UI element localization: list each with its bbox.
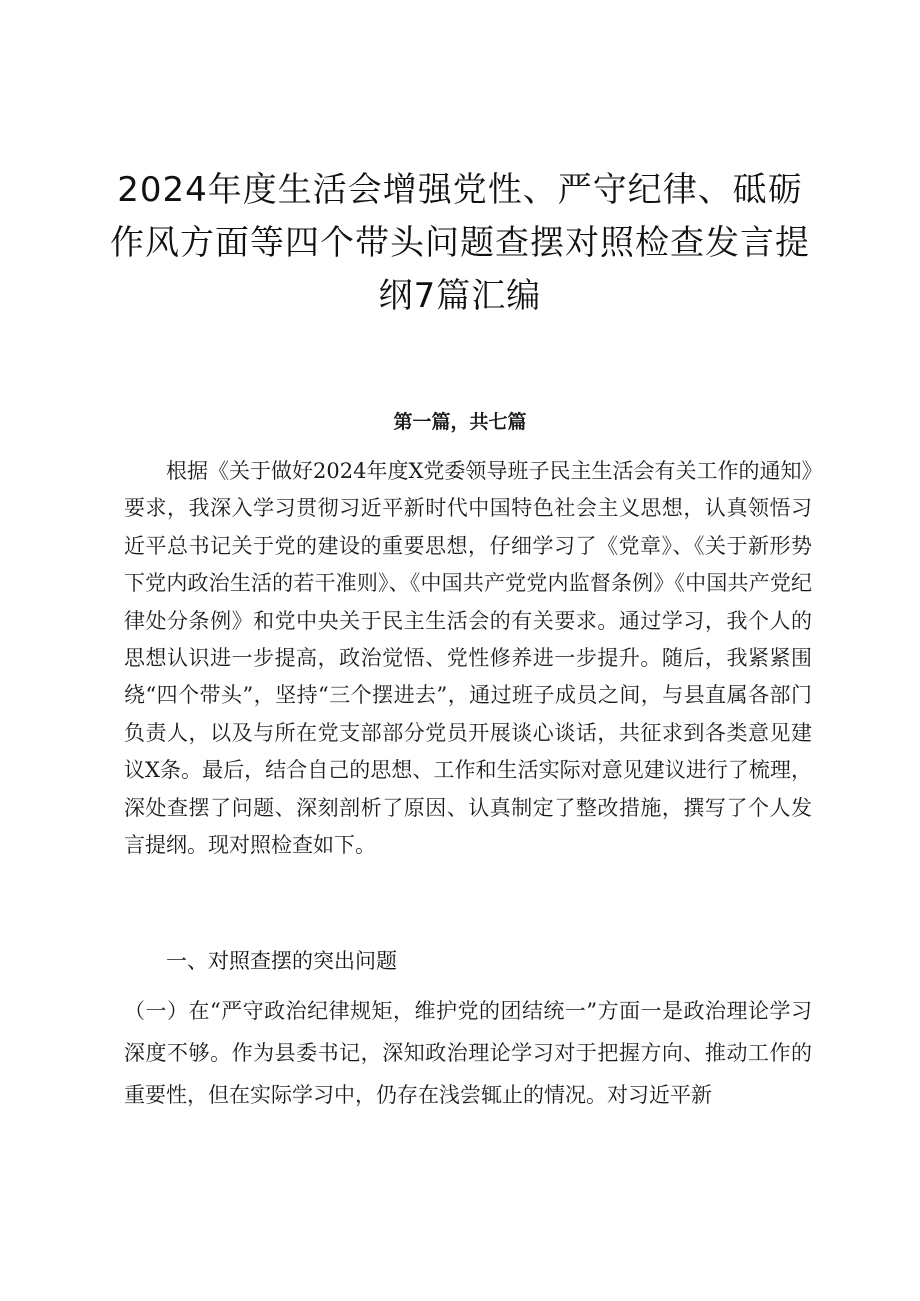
chapter-label: 第一篇，共七篇: [393, 411, 527, 433]
document-title: 2024年度生活会增强党性、严守纪律、砥砺作风方面等四个带头问题查摆对照检查发言提纲7篇汇编: [110, 170, 810, 316]
section-heading: 一、对照查摆的突出问题: [166, 949, 397, 973]
intro-paragraph: 根据《关于做好2024年度X党委领导班子民主生活会有关工作的通知》要求，我深入学习贯彻习近平新时代中国特色社会主义思想，认真领悟习近平总书记关于党的建设的重要思想，仔细学习了《党章》、《关于新形势下党内政治生活的若干准则》、《中国共产党党内监督条例》《中国共产党纪律处分条例》和党中央关于民主生活会的有关要求。通过学习，我个人的思想认识进一步提高，政治觉悟、党性修养进一步提升。随后，我紧紧围绕“四个带头”，坚持“三个摆进去”，通过班子成员之间，与县直属各部门负责人，以及与所在党支部部分党员开展谈心谈话，共征求到各类意见建议X条。最后，结合自己的思想、工作和生活实际对意见建议进行了梳理，深处查摆了问题、深刻剖析了原因、认真制定了整改措施，撰写了个人发言提纲。现对照检查如下。: [124, 459, 812, 858]
subsection-paragraph: （一）在“严守政治纪律规矩，维护党的团结统一”方面一是政治理论学习深度不够。作为县委书记，深知政治理论学习对于把握方向、推动工作的重要性，但在实际学习中，仍存在浅尝辄止的情况。对习近平新: [124, 999, 812, 1107]
